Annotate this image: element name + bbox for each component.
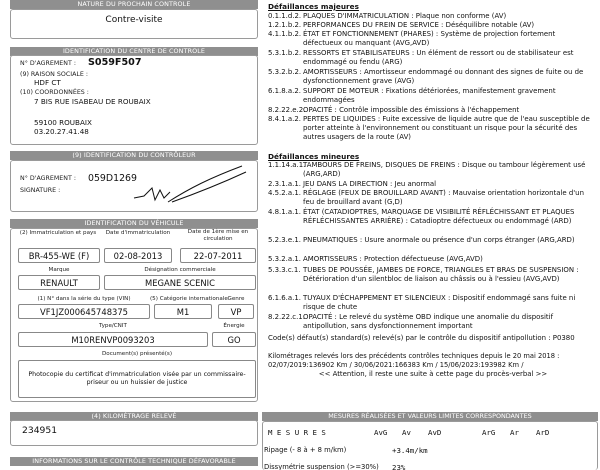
defect-text: PLAQUES D'IMMATRICULATION : Plaque non conforme (AV) xyxy=(303,12,507,20)
controleur-agrement-label: N° D'AGREMENT : xyxy=(20,175,76,182)
date-first-field: 22-07-2011 xyxy=(180,248,256,263)
coordonnees-label: (10) COORDONNÉES : xyxy=(20,89,89,96)
km-header: (4) KILOMÉTRAGE RELEVÉ xyxy=(10,412,258,421)
defect-code: 5.3.2.a.1. xyxy=(268,255,301,263)
documents-value: Photocopie du certificat d'immatriculation visée par un commissaire-priseur ou un huissier de justice xyxy=(28,371,246,386)
energie-label: Énergie xyxy=(223,323,245,329)
vin-label: (1) N° dans la série du type (VIN) xyxy=(37,296,131,302)
mesures-header: MESURES RÉALISÉES ET VALEURS LIMITES CORRESPONDANTES xyxy=(262,412,598,421)
prochain-controle-value: Contre-visite xyxy=(105,15,163,25)
controleur-agrement-value: 059D1269 xyxy=(88,173,137,184)
defect-code: 1.1.14.a.1. xyxy=(268,161,306,169)
defect-text: OPACITÉ : Contrôle impossible des émissions à l'échappement xyxy=(303,106,520,114)
defect-code: 5.3.1.b.2. xyxy=(268,49,302,57)
categorie-field: M1 xyxy=(154,304,212,319)
dissymetrie-label: Dissymétrie suspension (>=30%) xyxy=(264,463,379,470)
mesures-col-arg: ArG xyxy=(482,428,496,437)
mesures-col-label: M E S U R E S xyxy=(268,428,326,437)
vehicule-header: IDENTIFICATION DU VÉHICULE xyxy=(10,219,258,228)
defect-text: RESSORTS ET STABILISATEURS : Un élément de ressort ou de stabilisateur est endommagé ou fendu (ARG) xyxy=(303,49,574,66)
mesures-col-ar: Ar xyxy=(510,428,519,437)
defect-text: RÉGLAGE (FEUX DE BROUILLARD AVANT) : Mauvaise orientation horizontale d'un feu de brouillard avant (G,D) xyxy=(303,189,584,206)
km-history-note: Kilométrages relevés lors des précédents contrôles techniques depuis le 20 mai 2018 : 02/07/2019:136902 Km / 30/06/2021:166383 Km / 15/06/2023:193982 Km / xyxy=(268,352,560,369)
marque-label: Marque xyxy=(48,267,70,273)
phone-number: 03.20.27.41.48 xyxy=(34,127,89,136)
defect-code: 4.5.2.a.1. xyxy=(268,189,301,197)
defect-code: 8.4.1.a.2. xyxy=(268,115,301,123)
genre-label: Genre xyxy=(227,296,245,302)
defect-text: SUPPORT DE MOTEUR : Fixations détériorées, manifestement gravement endommagées xyxy=(303,87,556,104)
defect-code: 6.1.6.a.1. xyxy=(268,294,301,302)
defect-code: 6.1.8.a.2. xyxy=(268,87,301,95)
defect-code: 5.2.3.e.1. xyxy=(268,236,301,244)
prochain-controle-header: NATURE DU PROCHAIN CONTROLE xyxy=(10,0,258,9)
defect-code: 2.3.1.a.1. xyxy=(268,180,301,188)
type-label: Type/CNIT xyxy=(99,323,127,329)
defect-text: PERFORMANCES DU FREIN DE SERVICE : Déséquilibre notable (AV) xyxy=(303,21,535,29)
genre-field: VP xyxy=(218,304,254,319)
majeures-title: Défaillances majeures xyxy=(268,2,359,11)
defect-code: 0.1.1.d.2. xyxy=(268,12,302,20)
defect-text: TAMBOURS DE FREINS, DISQUES DE FREINS : Disque ou tambour légèrement usé (ARG,ARD) xyxy=(303,161,586,178)
designation-label: Désignation commerciale xyxy=(144,267,216,273)
documents-label: Document(s) présenté(s) xyxy=(101,351,173,357)
raison-sociale-value: HDF CT xyxy=(34,78,61,87)
centre-agrement-value: S059F507 xyxy=(88,57,142,68)
mesures-col-avd: AvD xyxy=(428,428,442,437)
address-line1: 7 BIS RUE ISABEAU DE ROUBAIX xyxy=(34,97,151,106)
defect-text: TUBES DE POUSSÉE, JAMBES DE FORCE, TRIANGLES ET BRAS DE SUSPENSION : Détérioration d'un silentbloc de liaison au châssis ou à l'essieu (AVG,AVD) xyxy=(303,266,579,283)
mesures-col-av: Av xyxy=(402,428,411,437)
attention-note: << Attention, il reste une suite à cette page du procès-verbal >> xyxy=(318,370,548,378)
defect-text: JEU DANS LA DIRECTION : Jeu anormal xyxy=(303,180,437,188)
defect-code: 4.8.1.a.1. xyxy=(268,208,301,216)
address-line2: 59100 ROUBAIX xyxy=(34,118,92,127)
km-value: 234951 xyxy=(22,425,58,436)
mesures-col-avg: AvG xyxy=(374,428,388,437)
bottom-info-header: INFORMATIONS SUR LE CONTRÔLE TECHNIQUE DÉFAVORABLE xyxy=(10,457,258,466)
immat-label: (2) Immatriculation et pays xyxy=(19,230,97,236)
defect-code: 5.3.3.c.1. xyxy=(268,266,301,274)
defect-code: 5.3.2.b.2. xyxy=(268,68,302,76)
marque-field: RENAULT xyxy=(18,275,100,290)
obd-code-line: Code(s) défaut(s) standard(s) relevé(s) par le contrôle du dispositif antipollution : P0380 xyxy=(268,334,575,342)
energie-field: GO xyxy=(212,332,256,347)
defect-code: 4.1.1.b.2. xyxy=(268,30,302,38)
defect-text: OPACITÉ : Le relevé du système OBD indique une anomalie du dispositif antipollution, sans dysfonctionnement important xyxy=(303,313,554,330)
defect-code: 8.2.22.c.1. xyxy=(268,313,305,321)
categorie-label: (5) Catégorie internationale xyxy=(150,296,228,302)
date-immat-label: Date d'immatriculation xyxy=(105,230,171,236)
immat-field: BR-455-WE (F) xyxy=(18,248,100,263)
designation-field: MEGANE SCENIC xyxy=(104,275,256,290)
controleur-header: (9) IDENTIFICATION DU CONTRÔLEUR xyxy=(10,151,258,160)
defect-text: PNEUMATIQUES : Usure anormale ou présence d'un corps étranger (ARG,ARD) xyxy=(303,236,575,244)
defect-text: PERTES DE LIQUIDES : Fuite excessive de liquide autre que de l'eau susceptible de porter atteinte à l'environnement ou constituant un risque pour la sécurité des autres usagers de la route (AV) xyxy=(303,115,590,141)
ripage-label: Ripage (- 8 à + 8 m/km) xyxy=(264,446,347,454)
raison-sociale-label: (9) RAISON SOCIALE : xyxy=(20,71,88,78)
centre-header: IDENTIFICATION DU CENTRE DE CONTROLE xyxy=(10,47,258,56)
signature-scribble xyxy=(130,162,250,210)
defect-text: TUYAUX D'ÉCHAPPEMENT ET SILENCIEUX : Dispositif endommagé sans fuite ni risque de chute xyxy=(303,294,576,311)
type-field: M10RENVP0093203 xyxy=(18,332,208,347)
vin-field: VF1JZ000645748375 xyxy=(18,304,150,319)
dissymetrie-value: 23% xyxy=(392,463,406,470)
defect-text: ÉTAT (CATADIOPTRES, MARQUAGE DE VISIBILITÉ RÉFLÉCHISSANT ET PLAQUES RÉFLÉCHISSANTES ARRIÈRE) : Catadioptre défectueux ou endommagé (ARD) xyxy=(303,208,575,225)
centre-agrement-label: N° D'AGREMENT : xyxy=(20,60,76,67)
date-immat-field: 02-08-2013 xyxy=(104,248,172,263)
ripage-value: +3.4m/km xyxy=(392,446,428,455)
defect-text: AMORTISSEURS : Protection défectueuse (AVG,AVD) xyxy=(303,255,483,263)
signature-label: SIGNATURE : xyxy=(20,187,61,194)
defect-code: 8.2.22.e.2. xyxy=(268,106,306,114)
mineures-title: Défaillances mineures xyxy=(268,152,360,161)
defect-text: ÉTAT ET FONCTIONNEMENT (PHARES) : Système de projection fortement défectueux ou manquant (AVG,AVD) xyxy=(303,30,556,47)
date-first-label: Date de 1ère mise en circulation xyxy=(187,229,249,242)
defect-text: AMORTISSEURS : Amortisseur endommagé ou donnant des signes de fuite ou de dysfonctionnement grave (AVG) xyxy=(303,68,584,85)
defect-code: 1.2.1.b.2. xyxy=(268,21,302,29)
mesures-col-ard: ArD xyxy=(536,428,550,437)
